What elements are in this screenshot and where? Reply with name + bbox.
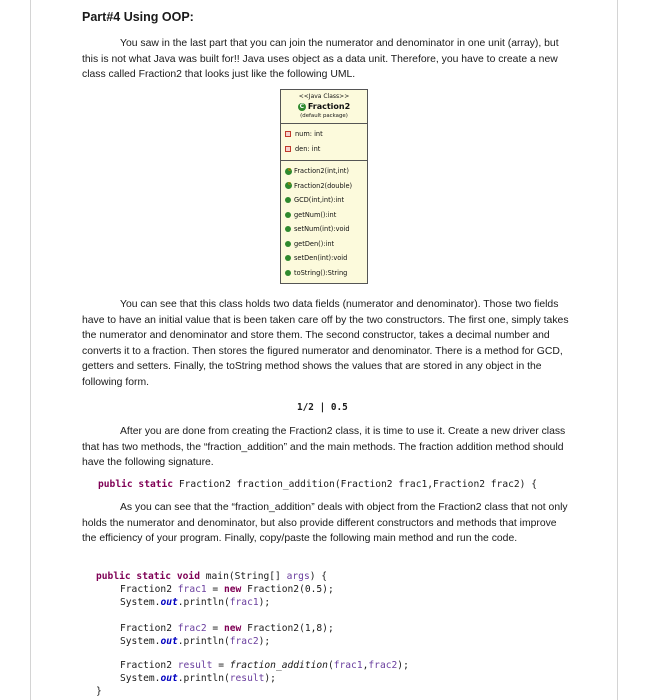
code-text: = (212, 660, 230, 671)
code-text: Fraction2 (120, 623, 178, 634)
uml-method-row (285, 193, 367, 208)
code-variable: frac1 (229, 597, 259, 608)
code-text: Fraction2 (120, 584, 178, 595)
code-line-frac1-decl (120, 584, 334, 595)
closing-text: As you can see that the “fraction_addition” deals with object from the Fraction2 class that not only holds the numerator and denominator, but also provide different constructors and methods that improve the efficiency of your program. Finally, copy/paste the following main method and run the code. (82, 502, 568, 545)
code-variable: frac2 (229, 636, 259, 647)
intro-paragraph (82, 36, 572, 83)
code-text: ); (258, 636, 271, 647)
fields-text: You can see that this class holds two data fields (numerator and denominator). Those two fields have to have an initial value that is been taken care off by the two constructors. The first one, simply takes the numerator and denominator and store them. The second constructor, takes a decimal number and converts it to a fraction. Then stores the figured numerator and denominator. There is a method for GCD, getters and setters. Finally, the toString method shows the values that are stored in any object in the following form. (82, 299, 569, 388)
code-variable: frac2 (177, 623, 207, 634)
uml-method-row (285, 222, 367, 237)
uml-package: (default package) (300, 113, 348, 119)
code-text: ) { (309, 571, 328, 582)
private-field-icon (285, 131, 291, 137)
uml-class-name-row (281, 102, 367, 111)
uml-class-diagram (280, 89, 368, 284)
code-text: .println( (177, 597, 230, 608)
signature-keywords: public static (98, 479, 174, 490)
uml-header (281, 90, 367, 124)
constructor-icon (285, 182, 292, 189)
constructor-icon (285, 168, 292, 175)
code-line-print-result (120, 673, 276, 684)
public-method-icon (285, 226, 291, 232)
uml-constructor-row (285, 164, 367, 179)
uml-field-row (285, 142, 367, 157)
code-variable: frac1 (177, 584, 207, 595)
uml-method-row (285, 266, 367, 281)
uml-method-row (285, 237, 367, 252)
uml-method: setNum(int):void (294, 225, 350, 233)
driver-text: After you are done from creating the Fraction2 class, it is time to use it. Create a new driver class that has two methods, the “fraction_addition” and the main methods. The fraction addition method should have the following signature. (82, 426, 566, 469)
code-variable: result (229, 673, 265, 684)
private-field-icon (285, 146, 291, 152)
uml-method-row (285, 251, 367, 266)
closing-paragraph (82, 500, 572, 547)
code-text: .println( (177, 636, 230, 647)
uml-stereotype: <<Java Class>> (298, 93, 350, 100)
public-method-icon (285, 212, 291, 218)
code-text: = (206, 584, 224, 595)
code-variable: frac2 (368, 660, 398, 671)
uml-method: toString():String (294, 268, 348, 277)
code-keyword: new (223, 623, 242, 634)
code-line-result-decl (120, 660, 409, 671)
code-line-main (96, 571, 327, 582)
uml-method-row (285, 208, 367, 223)
code-text: Fraction2(0.5); (241, 584, 334, 595)
uml-fields (281, 124, 367, 161)
code-keyword: public static void (96, 571, 200, 582)
fields-paragraph (82, 297, 572, 391)
code-text: Fraction2(1,8); (241, 623, 334, 634)
code-text: main(String[] (205, 571, 287, 582)
uml-methods (281, 161, 367, 283)
code-line-print-frac1 (120, 597, 270, 608)
code-text: System. (120, 636, 161, 647)
code-static-field: out (160, 673, 178, 684)
uml-field-row (285, 127, 367, 142)
uml-method: getDen():int (294, 239, 335, 248)
code-text: .println( (177, 673, 230, 684)
code-variable: result (177, 660, 213, 671)
public-method-icon (285, 197, 291, 203)
sample-output: 1/2 | 0.5 (297, 402, 348, 413)
uml-class-name: Fraction2 (307, 102, 351, 111)
code-variable: frac1 (333, 660, 363, 671)
code-static-method: fraction_addition (229, 660, 328, 671)
code-text: ); (397, 660, 409, 671)
driver-paragraph (82, 424, 572, 471)
uml-method: setDen(int):void (294, 254, 348, 262)
uml-constructor: Fraction2(int,int) (294, 167, 349, 175)
code-variable: args (286, 571, 310, 582)
code-text: System. (120, 597, 161, 608)
code-keyword: new (223, 584, 242, 595)
uml-method: getNum():int (294, 210, 337, 219)
code-closing-brace: } (96, 686, 102, 697)
code-text: = (206, 623, 224, 634)
uml-method: GCD(int,int):int (294, 196, 345, 204)
uml-field: den: int (295, 144, 321, 153)
uml-constructor: Fraction2(double) (294, 181, 353, 190)
code-line-frac2-decl (120, 623, 334, 634)
method-signature (98, 479, 537, 490)
code-static-field: out (160, 636, 178, 647)
public-method-icon (285, 241, 291, 247)
code-text: Fraction2 (120, 660, 178, 671)
code-text: ); (258, 597, 271, 608)
signature-rest: Fraction2 fraction_addition(Fraction2 frac1,Fraction2 frac2) { (178, 479, 537, 490)
code-static-field: out (160, 597, 178, 608)
uml-field: num: int (295, 130, 323, 138)
code-text: , (362, 660, 369, 671)
class-icon: C (299, 102, 305, 110)
intro-text: You saw in the last part that you can join the numerator and denominator in one unit (array), but this is not what Java was built for!! Java uses object as a data unit. Therefore, you have to create a new class called Fraction2 that looks just like the following UML. (82, 38, 559, 81)
section-heading: Part#4 Using OOP: (82, 10, 194, 24)
code-text: ); (264, 673, 276, 684)
uml-constructor-row (285, 179, 367, 194)
code-line-print-frac2 (120, 636, 270, 647)
code-text: ( (327, 660, 334, 671)
public-method-icon (285, 270, 291, 276)
code-text: System. (120, 673, 161, 684)
public-method-icon (285, 255, 291, 261)
